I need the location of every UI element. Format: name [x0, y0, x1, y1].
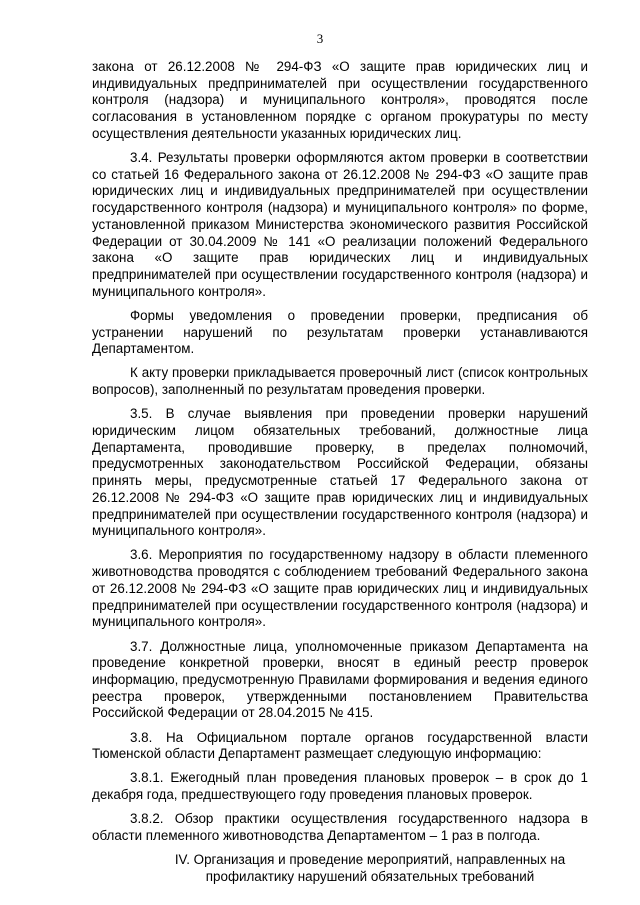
- paragraph-forms: Формы уведомления о проведении проверки, предписания об устранении нарушений по результатам проверки устанавливаются Департаментом.: [92, 307, 588, 357]
- section-heading-line1: IV. Организация и проведение мероприятий, направленных на: [174, 852, 566, 868]
- paragraph-3-7: 3.7. Должностные лица, уполномоченные приказом Департамента на проведение конкретной проверки, вносят в единый реестр проверок информацию, предусмотренную Правилами формирования и ведения единого реестра проверок, утвержденными постановлением Правительства Российской Федерации от 28.04.2015 № 415.: [92, 638, 588, 721]
- paragraph-3-8-2: 3.8.2. Обзор практики осуществления государственного надзора в области племенного животноводства Департаментом – 1 раз в полгода.: [92, 811, 588, 844]
- page-number: 3: [316, 31, 324, 46]
- paragraph-3-4: 3.4. Результаты проверки оформляются актом проверки в соответствии со статьей 16 Федерального закона от 26.12.2008 № 294-ФЗ «О защите прав юридических лиц и индивидуальных предпринимателей при осуществлении государственного контроля (надзора) и муниципального контроля» по форме, установленной приказом Министерства экономического развития Российской Федерации от 30.04.2009 № 141 «О реализации положений Федерального закона «О защите прав юридических лиц и индивидуальных предпринимателей при осуществлении государственного контроля (надзора) и муниципального контроля».: [92, 150, 588, 299]
- document-body: [92, 59, 588, 886]
- paragraph-continuation: закона от 26.12.2008 № 294-ФЗ «О защите прав юридических лиц и индивидуальных предпринимателей при осуществлении государственного контроля (надзора) и муниципального контроля», проводятся после согласования в установленном порядке с органом прокуратуры по месту осуществления деятельности указанных юридических лиц.: [92, 59, 588, 141]
- paragraph-3-8: 3.8. На Официальном портале органов государственной власти Тюменской области Департамент размещает следующую информацию:: [92, 729, 588, 762]
- paragraph-3-6: 3.6. Мероприятия по государственному надзору в области племенного животноводства проводятся с соблюдением требований Федерального закона от 26.12.2008 № 294-ФЗ «О защите прав юридических лиц и индивидуальных предпринимателей при осуществлении государственного контроля (надзора) и муниципального контроля».: [92, 547, 588, 630]
- paragraph-checklist: К акту проверки прикладывается проверочный лист (список контрольных вопросов), заполненный по результатам проведения проверки.: [92, 365, 588, 398]
- paragraph-3-8-1: 3.8.1. Ежегодный план проведения плановых проверок – в срок до 1 декабря года, предшествующего году проведения плановых проверок.: [92, 770, 588, 803]
- section-heading-line2: профилактику нарушений обязательных требований: [205, 868, 535, 884]
- section-heading: [92, 852, 588, 885]
- paragraph-3-5: 3.5. В случае выявления при проведении проверки нарушений юридическим лицом обязательных требований, должностные лица Департамента, проводившие проверку, в пределах полномочий, предусмотренных законодательством Российской Федерации, обязаны принять меры, предусмотренные статьей 17 Федерального закона от 26.12.2008 № 294-ФЗ «О защите прав юридических лиц и индивидуальных предпринимателей при осуществлении государственного контроля (надзора) и муниципального контроля».: [92, 406, 588, 539]
